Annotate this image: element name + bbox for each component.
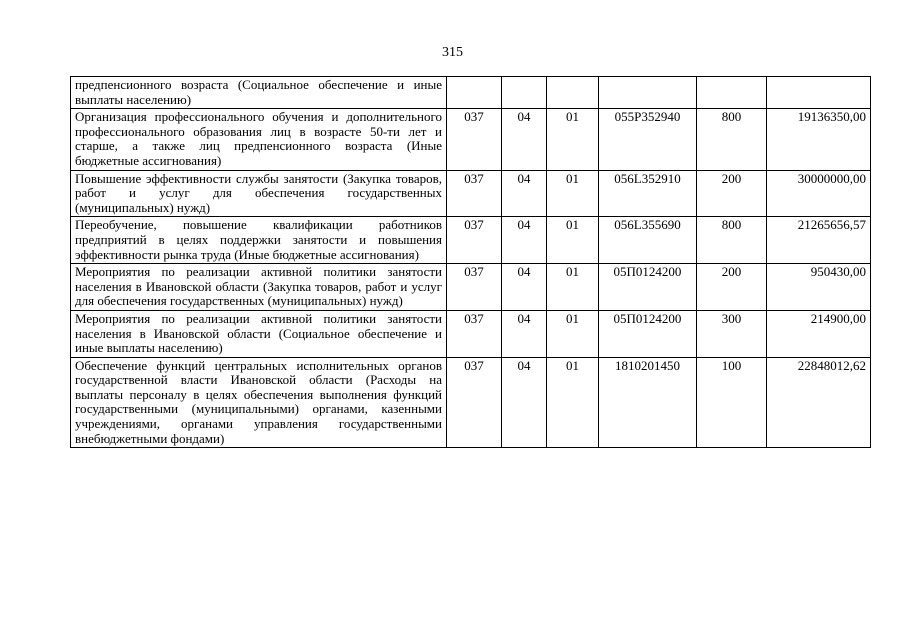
subsection-code: 01 bbox=[547, 170, 599, 217]
page-number: 315 bbox=[442, 45, 463, 60]
expense-type-code: 300 bbox=[697, 310, 767, 357]
section-code: 04 bbox=[502, 310, 547, 357]
ministry-code: 037 bbox=[447, 170, 502, 217]
ministry-code: 037 bbox=[447, 357, 502, 448]
table-row bbox=[71, 357, 871, 448]
section-code bbox=[502, 77, 547, 109]
table-row bbox=[71, 77, 871, 109]
expense-type-code: 800 bbox=[697, 217, 767, 264]
subsection-code: 01 bbox=[547, 109, 599, 170]
row-description: предпенсионного возраста (Социальное обеспечение и иные выплаты населению) bbox=[71, 77, 447, 109]
target-article-code: 05П0124200 bbox=[599, 264, 697, 311]
row-description: Организация профессионального обучения и дополнительного профессионального образования лиц в возрасте 50-ти лет и старше, а также лиц предпенсионного возраста (Иные бюджетные ассигнования) bbox=[71, 109, 447, 170]
row-description: Повышение эффективности службы занятости (Закупка товаров, работ и услуг для обеспечения государственных (муниципальных) нужд) bbox=[71, 170, 447, 217]
section-code: 04 bbox=[502, 170, 547, 217]
budget-table bbox=[70, 76, 871, 448]
table-row bbox=[71, 217, 871, 264]
expense-type-code: 200 bbox=[697, 264, 767, 311]
table-row bbox=[71, 310, 871, 357]
ministry-code: 037 bbox=[447, 310, 502, 357]
ministry-code: 037 bbox=[447, 217, 502, 264]
subsection-code bbox=[547, 77, 599, 109]
target-article-code: 05П0124200 bbox=[599, 310, 697, 357]
ministry-code: 037 bbox=[447, 109, 502, 170]
amount bbox=[767, 77, 871, 109]
amount: 30000000,00 bbox=[767, 170, 871, 217]
section-code: 04 bbox=[502, 109, 547, 170]
target-article-code: 1810201450 bbox=[599, 357, 697, 448]
subsection-code: 01 bbox=[547, 264, 599, 311]
target-article-code: 055P352940 bbox=[599, 109, 697, 170]
section-code: 04 bbox=[502, 357, 547, 448]
amount: 19136350,00 bbox=[767, 109, 871, 170]
table-row bbox=[71, 264, 871, 311]
ministry-code: 037 bbox=[447, 264, 502, 311]
amount: 22848012,62 bbox=[767, 357, 871, 448]
table-row bbox=[71, 109, 871, 170]
subsection-code: 01 bbox=[547, 357, 599, 448]
row-description: Переобучение, повышение квалификации работников предприятий в целях поддержки занятости и повышения эффективности рынка труда (Иные бюджетные ассигнования) bbox=[71, 217, 447, 264]
row-description: Мероприятия по реализации активной политики занятости населения в Ивановской области (Социальное обеспечение и иные выплаты населению) bbox=[71, 310, 447, 357]
amount: 214900,00 bbox=[767, 310, 871, 357]
ministry-code bbox=[447, 77, 502, 109]
row-description: Мероприятия по реализации активной политики занятости населения в Ивановской области (Закупка товаров, работ и услуг для обеспечения государственных (муниципальных) нужд) bbox=[71, 264, 447, 311]
expense-type-code: 100 bbox=[697, 357, 767, 448]
table-row bbox=[71, 170, 871, 217]
expense-type-code: 200 bbox=[697, 170, 767, 217]
target-article-code bbox=[599, 77, 697, 109]
subsection-code: 01 bbox=[547, 217, 599, 264]
row-description: Обеспечение функций центральных исполнительных органов государственной власти Ивановской области (Расходы на выплаты персоналу в целях обеспечения выполнения функций государственными (муниципальными) органами, казенными учреждениями, органами управления государственными внебюджетными фондами) bbox=[71, 357, 447, 448]
target-article-code: 056L355690 bbox=[599, 217, 697, 264]
target-article-code: 056L352910 bbox=[599, 170, 697, 217]
expense-type-code: 800 bbox=[697, 109, 767, 170]
amount: 950430,00 bbox=[767, 264, 871, 311]
section-code: 04 bbox=[502, 217, 547, 264]
section-code: 04 bbox=[502, 264, 547, 311]
expense-type-code bbox=[697, 77, 767, 109]
amount: 21265656,57 bbox=[767, 217, 871, 264]
subsection-code: 01 bbox=[547, 310, 599, 357]
